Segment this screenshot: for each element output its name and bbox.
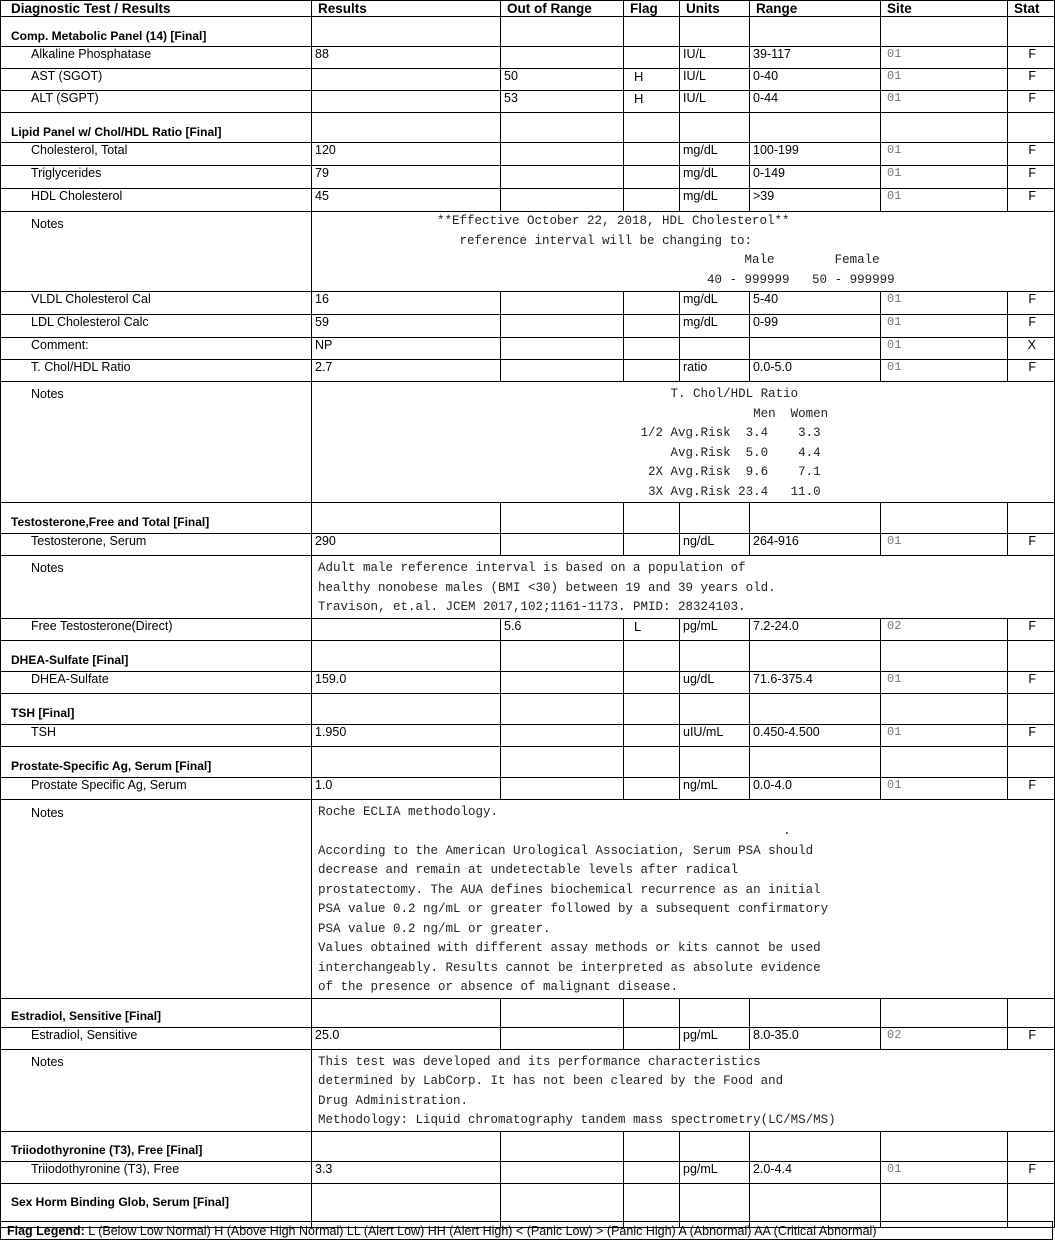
stat: F	[1008, 618, 1055, 640]
section-row	[1, 746, 1055, 777]
range: 39-117	[750, 47, 881, 69]
result-value: 79	[312, 166, 501, 189]
table-row	[1, 91, 1055, 113]
range: 2.0-4.4	[750, 1161, 881, 1183]
result-value: 290	[312, 534, 501, 556]
site: 01	[881, 724, 1008, 746]
section-title: Triiodothyronine (T3), Free [Final]	[11, 1142, 203, 1157]
section-title: Testosterone,Free and Total [Final]	[11, 515, 210, 529]
result-value: 159.0	[312, 671, 501, 693]
table-row	[1, 360, 1055, 382]
range: 5-40	[750, 292, 881, 315]
test-name: LDL Cholesterol Calc	[1, 315, 312, 338]
test-name: Free Testosterone(Direct)	[1, 618, 312, 640]
range: 0.0-4.0	[750, 777, 881, 799]
test-name: Triiodothyronine (T3), Free	[1, 1161, 312, 1183]
result-value: 2.7	[312, 360, 501, 382]
stat: F	[1008, 166, 1055, 189]
range: 100-199	[750, 143, 881, 166]
notes-label: Notes	[31, 805, 64, 820]
units: mg/dL	[680, 189, 750, 212]
site: 01	[881, 338, 1008, 360]
col-stat-header: Stat	[1008, 1, 1055, 17]
col-range-header: Range	[750, 1, 881, 17]
range: 0-99	[750, 315, 881, 338]
table-row	[1, 1161, 1055, 1183]
site: 01	[881, 777, 1008, 799]
units: pg/mL	[680, 618, 750, 640]
site: 01	[881, 292, 1008, 315]
notes-row	[1, 212, 1055, 292]
test-name: Comment:	[1, 338, 312, 360]
col-test-header: Diagnostic Test / Results	[1, 1, 312, 17]
result-value: 1.0	[312, 777, 501, 799]
table-row	[1, 69, 1055, 91]
units: mg/dL	[680, 292, 750, 315]
flag-legend	[0, 1221, 1053, 1240]
units: IU/L	[680, 47, 750, 69]
section-row	[1, 17, 1055, 47]
stat: F	[1008, 47, 1055, 69]
test-name: Alkaline Phosphatase	[1, 47, 312, 69]
range: 264-916	[750, 534, 881, 556]
units: mg/dL	[680, 143, 750, 166]
table-row	[1, 671, 1055, 693]
section-row	[1, 503, 1055, 534]
stat: F	[1008, 534, 1055, 556]
table-row	[1, 1027, 1055, 1049]
col-site-header: Site	[881, 1, 1008, 17]
section-row	[1, 998, 1055, 1027]
notes-label: Notes	[31, 561, 64, 575]
table-row	[1, 315, 1055, 338]
units: ratio	[680, 360, 750, 382]
out-of-range-value: 5.6	[501, 618, 624, 640]
site: 02	[881, 1027, 1008, 1049]
result-value: NP	[312, 338, 501, 360]
result-value: 25.0	[312, 1027, 501, 1049]
result-value: 88	[312, 47, 501, 69]
result-value: 120	[312, 143, 501, 166]
notes-label: Notes	[31, 1054, 64, 1069]
units: mg/dL	[680, 315, 750, 338]
range: 71.6-375.4	[750, 671, 881, 693]
notes-text: **Effective October 22, 2018, HDL Cholesterol** reference interval will be changing to: Male Female 40 - 999999 50 - 999999	[312, 212, 1055, 292]
range: 0-149	[750, 166, 881, 189]
units: mg/dL	[680, 166, 750, 189]
flag: H	[624, 91, 680, 113]
test-name: Prostate Specific Ag, Serum	[1, 777, 312, 799]
range: 0.0-5.0	[750, 360, 881, 382]
table-row	[1, 534, 1055, 556]
table-row	[1, 724, 1055, 746]
test-name: VLDL Cholesterol Cal	[1, 292, 312, 315]
table-row	[1, 47, 1055, 69]
section-row	[1, 640, 1055, 671]
site: 01	[881, 534, 1008, 556]
stat: F	[1008, 189, 1055, 212]
notes-row	[1, 556, 1055, 619]
stat: F	[1008, 360, 1055, 382]
notes-row	[1, 799, 1055, 998]
stat: F	[1008, 143, 1055, 166]
flag: H	[624, 69, 680, 91]
units: uIU/mL	[680, 724, 750, 746]
stat: F	[1008, 69, 1055, 91]
test-name: Testosterone, Serum	[1, 534, 312, 556]
table-row	[1, 292, 1055, 315]
test-name: T. Chol/HDL Ratio	[1, 360, 312, 382]
result-value: 3.3	[312, 1161, 501, 1183]
notes-text: T. Chol/HDL Ratio Men Women 1/2 Avg.Risk 3.4 3.3 Avg.Risk 5.0 4.4 2X Avg.Risk 9.6 7.1 3X Avg.Risk 23.4 11.0	[312, 382, 1055, 503]
stat: X	[1008, 338, 1055, 360]
test-name: Estradiol, Sensitive	[1, 1027, 312, 1049]
site: 01	[881, 166, 1008, 189]
result-value: 16	[312, 292, 501, 315]
units: pg/mL	[680, 1027, 750, 1049]
test-name: TSH	[1, 724, 312, 746]
section-title: DHEA-Sulfate [Final]	[11, 652, 129, 667]
site: 01	[881, 189, 1008, 212]
range: 7.2-24.0	[750, 618, 881, 640]
site: 01	[881, 143, 1008, 166]
range: 8.0-35.0	[750, 1027, 881, 1049]
site: 01	[881, 69, 1008, 91]
table-row	[1, 777, 1055, 799]
section-title: Estradiol, Sensitive [Final]	[11, 1008, 162, 1023]
out-of-range-value: 50	[501, 69, 624, 91]
stat: F	[1008, 671, 1055, 693]
range: 0-40	[750, 69, 881, 91]
stat: F	[1008, 1027, 1055, 1049]
test-name: Triglycerides	[1, 166, 312, 189]
range: 0.450-4.500	[750, 724, 881, 746]
notes-text: Adult male reference interval is based on a population of healthy nonobese males (BMI <30) between 19 and 39 years old. Travison, et.al. JCEM 2017,102;1161-1173. PMID: 28324103.	[312, 556, 1055, 619]
table-row	[1, 166, 1055, 189]
units: IU/L	[680, 69, 750, 91]
section-row	[1, 1131, 1055, 1161]
table-row	[1, 338, 1055, 360]
header-row	[1, 1, 1055, 17]
flag: L	[624, 618, 680, 640]
units: ng/dL	[680, 534, 750, 556]
section-title: Comp. Metabolic Panel (14) [Final]	[11, 29, 207, 43]
notes-text: This test was developed and its performance characteristics determined by LabCorp. It has not been cleared by the Food and Drug Administration. Methodology: Liquid chromatography tandem mass spectrometry(LC/MS/MS)	[312, 1049, 1055, 1131]
range: >39	[750, 189, 881, 212]
notes-text: Roche ECLIA methodology. . According to the American Urological Association, Serum PSA should decrease and remain at undetectable levels after radical prostatectomy. The AUA defines biochemical recurrence as an initial PSA value 0.2 ng/mL or greater followed by a subsequent confirmatory PSA value 0.2 ng/mL or greater. Values obtained with different assay methods or kits cannot be used interchangeably. Results cannot be interpreted as absolute evidence of the presence or absence of malignant disease.	[312, 799, 1055, 998]
table-row	[1, 618, 1055, 640]
test-name: ALT (SGPT)	[1, 91, 312, 113]
stat: F	[1008, 315, 1055, 338]
units: pg/mL	[680, 1161, 750, 1183]
col-units-header: Units	[680, 1, 750, 17]
stat: F	[1008, 724, 1055, 746]
notes-row	[1, 1049, 1055, 1131]
section-row	[1, 113, 1055, 143]
result-value: 45	[312, 189, 501, 212]
section-title: Lipid Panel w/ Chol/HDL Ratio [Final]	[11, 125, 222, 139]
section-row	[1, 693, 1055, 724]
units: ng/mL	[680, 777, 750, 799]
result-value: 59	[312, 315, 501, 338]
site: 01	[881, 91, 1008, 113]
site: 01	[881, 671, 1008, 693]
site: 01	[881, 360, 1008, 382]
site: 01	[881, 315, 1008, 338]
section-title: Prostate-Specific Ag, Serum [Final]	[11, 758, 212, 773]
test-name: AST (SGOT)	[1, 69, 312, 91]
test-name: HDL Cholesterol	[1, 189, 312, 212]
range: 0-44	[750, 91, 881, 113]
col-results-header: Results	[312, 1, 501, 17]
units: ug/dL	[680, 671, 750, 693]
site: 01	[881, 47, 1008, 69]
flag-legend-text: Flag Legend: L (Below Low Normal) H (Above High Normal) LL (Alert Low) HH (Alert High) < (Panic Low) > (Panic High) A (Abnormal) AA (Critical Abnormal)	[7, 1224, 877, 1238]
col-out-of-range-header: Out of Range	[501, 1, 624, 17]
stat: F	[1008, 91, 1055, 113]
site: 02	[881, 618, 1008, 640]
test-name: Cholesterol, Total	[1, 143, 312, 166]
table-row	[1, 189, 1055, 212]
notes-row	[1, 382, 1055, 503]
stat: F	[1008, 1161, 1055, 1183]
notes-label: Notes	[31, 387, 64, 401]
col-flag-header: Flag	[624, 1, 680, 17]
section-title: TSH [Final]	[11, 705, 75, 720]
notes-label: Notes	[31, 217, 64, 231]
table-row	[1, 143, 1055, 166]
site: 01	[881, 1161, 1008, 1183]
stat: F	[1008, 292, 1055, 315]
section-title: Sex Horm Binding Glob, Serum [Final]	[11, 1194, 230, 1209]
result-value: 1.950	[312, 724, 501, 746]
stat: F	[1008, 777, 1055, 799]
out-of-range-value: 53	[501, 91, 624, 113]
test-name: DHEA-Sulfate	[1, 671, 312, 693]
units: IU/L	[680, 91, 750, 113]
